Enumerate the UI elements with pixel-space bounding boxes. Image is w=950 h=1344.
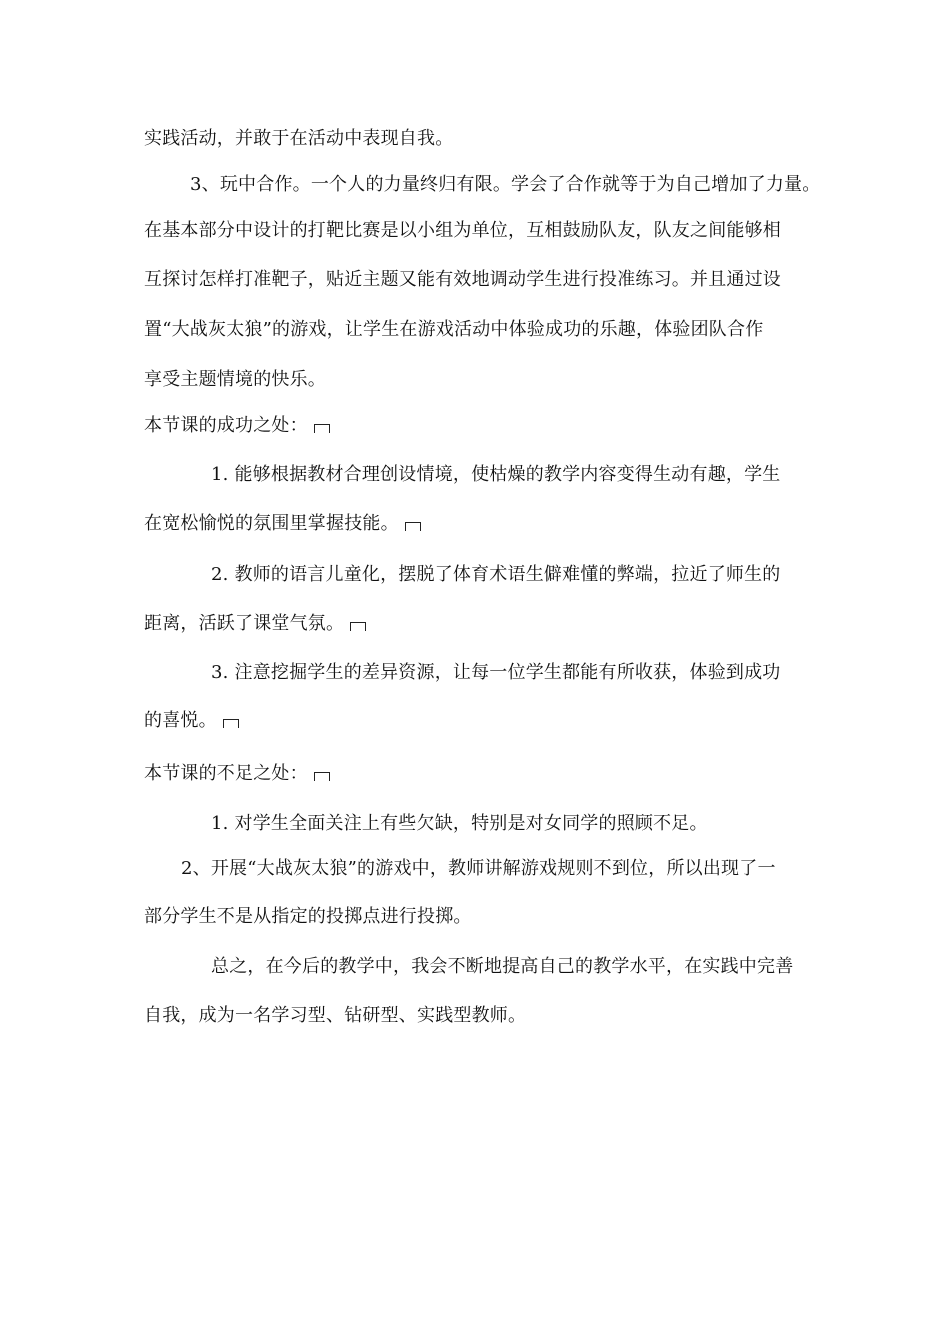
paragraph-mark-icon <box>405 522 421 531</box>
line-text: 总之，在今后的教学中，我会不断地提高自己的教学水平，在实践中完善 <box>211 956 794 977</box>
line-text: 2、开展“大战灰太狼”的游戏中，教师讲解游戏规则不到位，所以出现了一 <box>181 858 776 879</box>
paragraph-line <box>144 905 824 929</box>
line-text: 2. 教师的语言儿童化，摆脱了体育术语生僻难懂的弊端，拉近了师生的 <box>211 564 781 585</box>
paragraph-line <box>144 268 824 292</box>
paragraph-mark-icon <box>223 719 239 728</box>
paragraph-line <box>190 173 870 197</box>
paragraph-mark-icon <box>350 622 366 631</box>
list-item <box>211 661 891 685</box>
paragraph-mark-icon <box>314 772 330 781</box>
paragraph-line <box>144 612 824 636</box>
list-item <box>211 463 891 487</box>
paragraph-line <box>144 127 824 151</box>
line-text: 1. 能够根据教材合理创设情境，使枯燥的教学内容变得生动有趣，学生 <box>211 464 781 485</box>
line-text: 3、玩中合作。一个人的力量终归有限。学会了合作就等于为自己增加了力量。 <box>190 174 821 195</box>
paragraph-line <box>211 955 891 979</box>
list-item <box>211 563 891 587</box>
paragraph-line <box>144 219 824 243</box>
section-heading <box>144 414 824 438</box>
line-text: 3. 注意挖掘学生的差异资源，让每一位学生都能有所收获，体验到成功 <box>211 662 781 683</box>
line-text: 自我，成为一名学习型、钻研型、实践型教师。 <box>144 1005 527 1026</box>
section-heading <box>144 762 824 786</box>
paragraph-line <box>144 1004 824 1028</box>
paragraph-line <box>144 318 824 342</box>
list-item <box>211 812 891 836</box>
paragraph-line <box>144 368 824 392</box>
line-text: 1. 对学生全面关注上有些欠缺，特别是对女同学的照顾不足。 <box>211 813 708 834</box>
paragraph-mark-icon <box>314 424 330 433</box>
paragraph-line <box>144 709 824 733</box>
heading-text: 本节课的成功之处： <box>144 415 308 436</box>
line-text: 部分学生不是从指定的投掷点进行投掷。 <box>144 906 472 927</box>
line-text: 置“大战灰太狼”的游戏，让学生在游戏活动中体验成功的乐趣，体验团队合作 <box>144 319 764 340</box>
line-text: 享受主题情境的快乐。 <box>144 369 326 390</box>
list-item <box>181 857 861 881</box>
line-text: 互探讨怎样打准靶子，贴近主题又能有效地调动学生进行投准练习。并且通过设 <box>144 269 781 290</box>
line-text: 距离，活跃了课堂气氛。 <box>144 613 345 634</box>
line-text: 实践活动，并敢于在活动中表现自我。 <box>144 128 454 149</box>
line-text: 在宽松愉悦的氛围里掌握技能。 <box>144 513 399 534</box>
line-text: 的喜悦。 <box>144 710 217 731</box>
line-text: 在基本部分中设计的打靶比赛是以小组为单位，互相鼓励队友，队友之间能够相 <box>144 220 781 241</box>
heading-text: 本节课的不足之处： <box>144 763 308 784</box>
paragraph-line <box>144 512 824 536</box>
